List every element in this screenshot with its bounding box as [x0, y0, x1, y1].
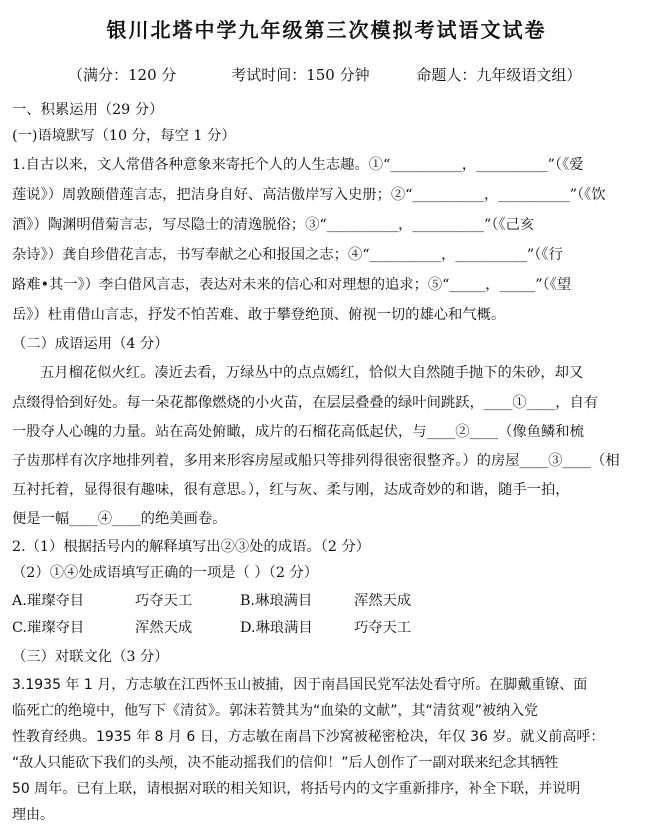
- text-line: 子齿那样有次序地排列着，多用来形容房屋或船只等排列得很密很整齐。）的房屋____③____（相: [12, 453, 620, 469]
- option-a-word: 巧夺天工: [135, 593, 193, 609]
- exam-time: 考试时间：150 分钟: [231, 66, 370, 84]
- text-line: 酒》）陶渊明借菊言志，写尽隐士的清逸脱俗；③“__________，__________”（《己亥: [12, 217, 535, 233]
- text-line: 点缀得恰到好处。每一朵花都像燃烧的小火苗，在层层叠叠的绿叶间跳跃，____①____，自有: [12, 395, 599, 411]
- option-b: B.琳琅满目: [240, 593, 313, 609]
- text-line: 莲说》）周敦颐借莲言志，把洁身自好、高洁傲岸写入史册；②“__________，__________”（《饮: [12, 187, 606, 203]
- option-c: C.璀璨夺目: [12, 620, 85, 636]
- full-score: （满分：120 分: [68, 66, 177, 84]
- text-line: 1.自古以来，文人常借各种意象来寄托个人的人生志趣。①“__________，__________”（《爱: [12, 157, 584, 173]
- text-line: 理由。: [12, 807, 54, 823]
- text-line: 临死亡的绝境中，他写下《清贫》。郭沫若赞其为“血染的文献”，其“清贫观”被纳入党: [12, 703, 539, 719]
- question-text: 2.（1）根据括号内的解释填写出②③处的成语。（2 分）: [12, 539, 371, 555]
- text-line: “敌人只能砍下我们的头颅，决不能动摇我们的信仰！”后人创作了一副对联来纪念其牺牲: [12, 755, 559, 771]
- question-text: （2）①④处成语填写正确的一项是（ ）（2 分）: [12, 565, 319, 581]
- text-line: 便是一幅____④____的绝美画卷。: [12, 511, 227, 527]
- option-d-word: 巧夺天工: [354, 620, 412, 636]
- exam-author: 命题人：九年级语文组）: [416, 66, 582, 84]
- text-line: 五月榴花似火红。凑近去看，万绿丛中的点点嫣红，恰似大自然随手抛下的朱砂，却又: [40, 365, 584, 381]
- text-line: 岳》）杜甫借山言志，抒发不怕苦难、敢于攀登绝顶、俯视一切的雄心和气概。: [12, 307, 506, 323]
- part-heading: （三）对联文化（3 分）: [12, 649, 169, 665]
- text-line: 互衬托着，显得很有趣味，很有意思。），红与灰、柔与刚，达成奇妙的和谐，随手一拍，: [12, 482, 570, 498]
- part-heading: (一)语境默写（10 分，每空 1 分）: [12, 128, 236, 144]
- text-line: 性教育经典。1935 年 8 月 6 日，方志敏在南昌下沙窝被秘密枪决，年仅 36 岁。就义前高呼：: [12, 729, 605, 745]
- exam-meta: [68, 66, 581, 84]
- text-line: 50 周年。已有上联，请根据对联的相关知识，将括号内的文字重新排序，补全下联，并说明: [12, 781, 581, 797]
- option-a: A.璀璨夺目: [12, 593, 85, 609]
- option-b-word: 浑然天成: [354, 593, 412, 609]
- text-line: 杂诗》）龚自珍借花言志，书写奉献之心和报国之志；④“__________，__________”（《行: [12, 247, 563, 263]
- text-line: 一股夺人心魄的力量。站在高处俯瞰，成片的石榴花高低起伏，与____②____（像鱼鳞和梳: [12, 424, 584, 440]
- option-d: D.琳琅满目: [240, 620, 313, 636]
- text-line: 路难•其一》）李白借风言志，表达对未来的信心和对理想的追求；⑤“_____，_____”（《望: [12, 277, 572, 293]
- part-heading: （二）成语运用（4 分）: [12, 336, 169, 352]
- page-title: 银川北塔中学九年级第三次模拟考试语文试卷: [106, 18, 547, 42]
- option-c-word: 浑然天成: [135, 620, 193, 636]
- section-heading: 一、积累运用（29 分）: [12, 102, 164, 118]
- text-line: 3.1935 年 1 月，方志敏在江西怀玉山被捕，因于南昌国民党军法处看守所。在脚戴重镣、面: [12, 677, 588, 693]
